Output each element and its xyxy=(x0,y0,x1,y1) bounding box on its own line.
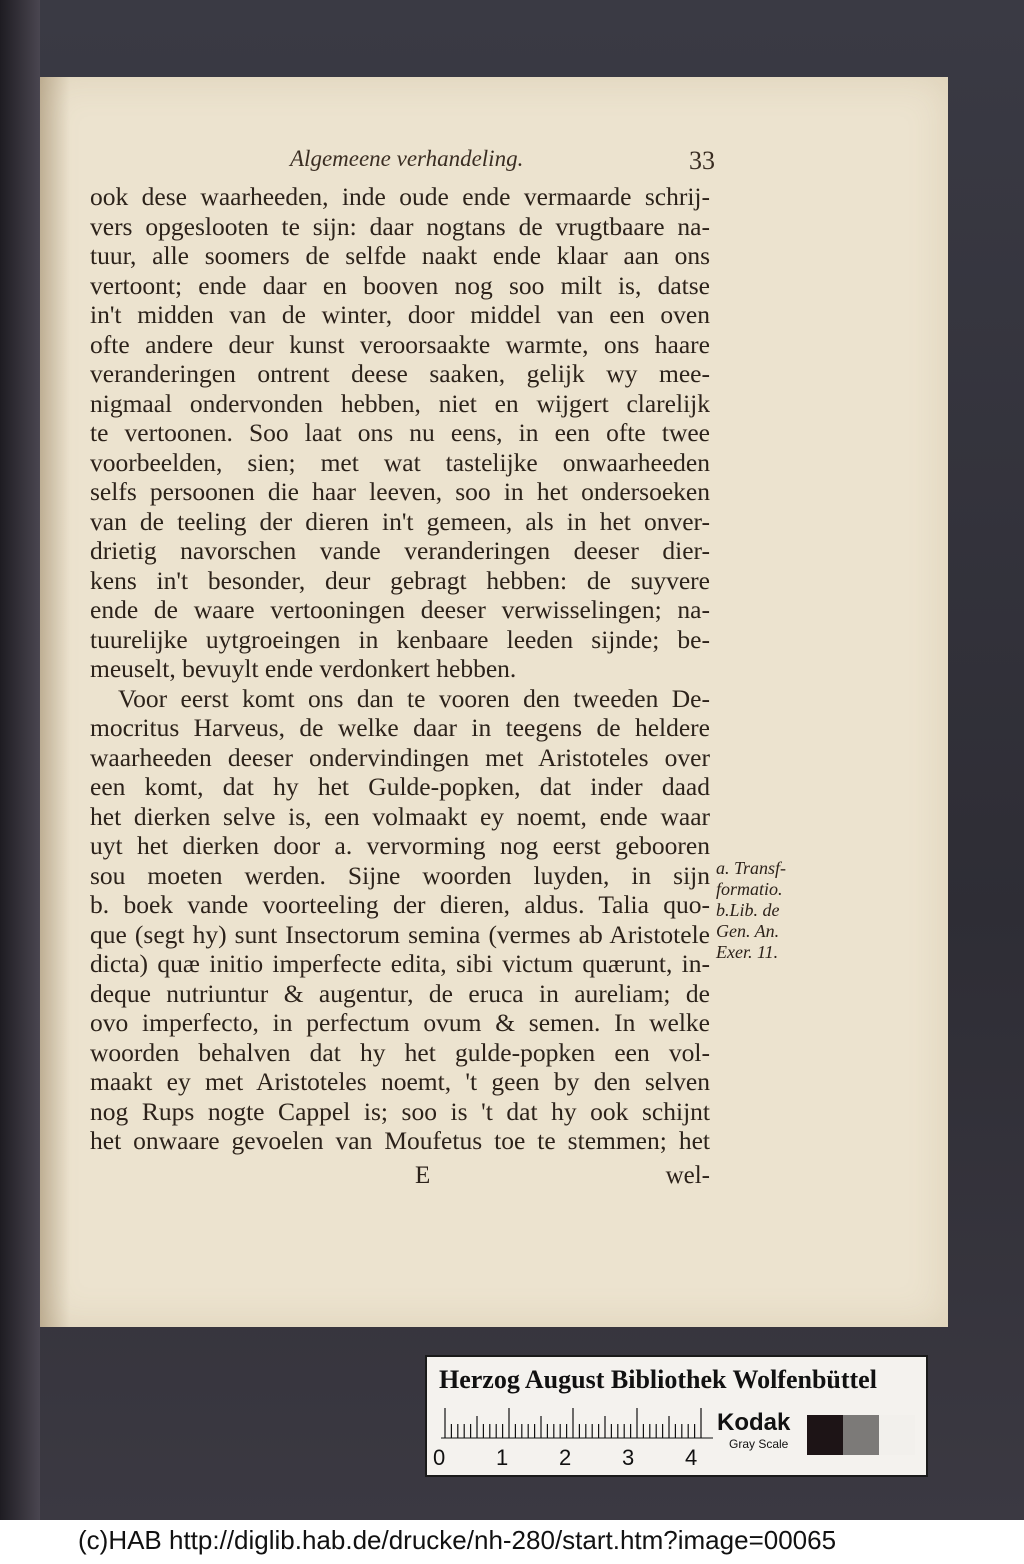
ruler-number: 3 xyxy=(622,1445,635,1470)
text-line: een komt, dat hy het Gulde-popken, dat inder daad xyxy=(90,772,710,801)
text-line: nigmaal ondervonden hebben, niet en wijgert clarelijk xyxy=(90,388,710,418)
book-edge xyxy=(0,0,40,1520)
text-line: tuur, alle soomers de selfde naakt ende klaar aan ons xyxy=(90,241,710,270)
text-line: ende de waare vertooningen deeser verwisselingen; na- xyxy=(90,595,710,624)
margin-note: a. Transf- xyxy=(716,858,787,878)
margin-note: Gen. An. xyxy=(716,921,780,941)
body-text xyxy=(90,182,710,1156)
text-line: vers opgeslooten te sijn: daar nogtans de vrugtbaare na- xyxy=(90,211,710,241)
text-line: dicta) quæ initio imperfecte edita, sibi victum quærunt, in- xyxy=(90,949,710,978)
gray-swatches xyxy=(807,1415,915,1455)
text-line: woorden behalven dat hy het gulde-popken een vol- xyxy=(90,1037,710,1067)
text-line: que (segt hy) sunt Insectorum semina (vermes ab Aristotele xyxy=(90,919,710,949)
text-line: tuurelijke uytgroeingen in kenbaare leeden sijnde; be- xyxy=(90,624,710,654)
page-number: 33 xyxy=(689,146,715,175)
text-line: het dierken selve is, een volmaakt ey noemt, ende waar xyxy=(90,801,710,831)
ruler-numbers xyxy=(433,1445,713,1471)
text-line: ook dese waarheeden, inde oude ende vermaarde schrij- xyxy=(90,182,710,211)
margin-notes xyxy=(716,858,816,963)
swatch-dark xyxy=(807,1415,843,1455)
swatch-light xyxy=(879,1415,915,1455)
text-line: het onwaare gevoelen van Moufetus toe te stemmen; het xyxy=(90,1126,710,1155)
swatch-mid xyxy=(843,1415,879,1455)
text-line: in't midden van de winter, door middel van een oven xyxy=(90,300,710,329)
text-line: meuselt, bevuylt ende verdonkert hebben. xyxy=(90,654,517,683)
text-line: kens in't besonder, deur gebragt hebben: de suyvere xyxy=(90,565,710,595)
gray-scale-label: Gray Scale xyxy=(729,1437,789,1451)
ruler-ticks xyxy=(441,1405,713,1439)
signature-mark: E xyxy=(415,1162,431,1189)
ruler-number: 4 xyxy=(685,1445,698,1470)
source-url[interactable]: (c)HAB http://diglib.hab.de/drucke/nh-280/start.htm?image=00065 xyxy=(78,1525,837,1555)
text-line: drietig navorschen vande veranderingen deeser dier- xyxy=(90,536,710,565)
page-gutter-shade xyxy=(40,77,70,1327)
text-line: ovo imperfecto, in perfectum ovum & semen. In welke xyxy=(90,1008,710,1037)
running-head: Algemeene verhandeling. xyxy=(290,146,524,171)
library-title: Herzog August Bibliothek Wolfenbüttel xyxy=(439,1365,877,1394)
text-line: b. boek vande voorteeling der dieren, aldus. Talia quo- xyxy=(90,890,710,919)
color-scale-card xyxy=(425,1355,928,1477)
text-line: uyt het dierken door a. vervorming nog eerst gebooren xyxy=(90,831,710,860)
page-foot xyxy=(90,1162,710,1192)
kodak-logo: Kodak xyxy=(717,1409,791,1436)
text-line: te vertoonen. Soo laat ons nu eens, in een ofte twee xyxy=(90,418,710,447)
text-line: veranderingen ontrent deese saaken, gelijk wy mee- xyxy=(90,359,710,388)
text-line: sou moeten werden. Sijne woorden luyden, in sijn xyxy=(90,860,710,890)
text-line: voorbeelden, sien; met wat tastelijke onwaarheeden xyxy=(90,447,710,477)
ruler-number: 1 xyxy=(496,1445,509,1470)
margin-note: b.Lib. de xyxy=(716,900,780,920)
text-line: vertoont; ende daar en booven nog soo milt is, datse xyxy=(90,270,710,300)
catchword: wel- xyxy=(665,1162,710,1189)
text-line: mocritus Harveus, de welke daar in teegens de heldere xyxy=(90,713,710,742)
text-line: van de teeling der dieren in't gemeen, als in het onver- xyxy=(90,506,710,536)
ruler-number: 2 xyxy=(559,1445,572,1470)
margin-note: Exer. 11. xyxy=(716,942,779,962)
text-line: Voor eerst komt ons dan te vooren den tweeden De- xyxy=(118,683,710,713)
ruler-number: 0 xyxy=(433,1445,446,1470)
text-line: ofte andere deur kunst veroorsaakte warmte, ons haare xyxy=(90,329,710,359)
text-line: deque nutriuntur & augentur, de eruca in aureliam; de xyxy=(90,978,710,1008)
text-line: nog Rups nogte Cappel is; soo is 't dat hy ook schijnt xyxy=(90,1096,710,1126)
text-line: maakt ey met Aristoteles noemt, 't geen by den selven xyxy=(90,1067,710,1096)
text-line: waarheeden deeser ondervindingen met Aristoteles over xyxy=(90,742,710,772)
margin-note: formatio. xyxy=(716,879,783,899)
text-line: selfs persoonen die haar leeven, soo in het ondersoeken xyxy=(90,477,710,506)
